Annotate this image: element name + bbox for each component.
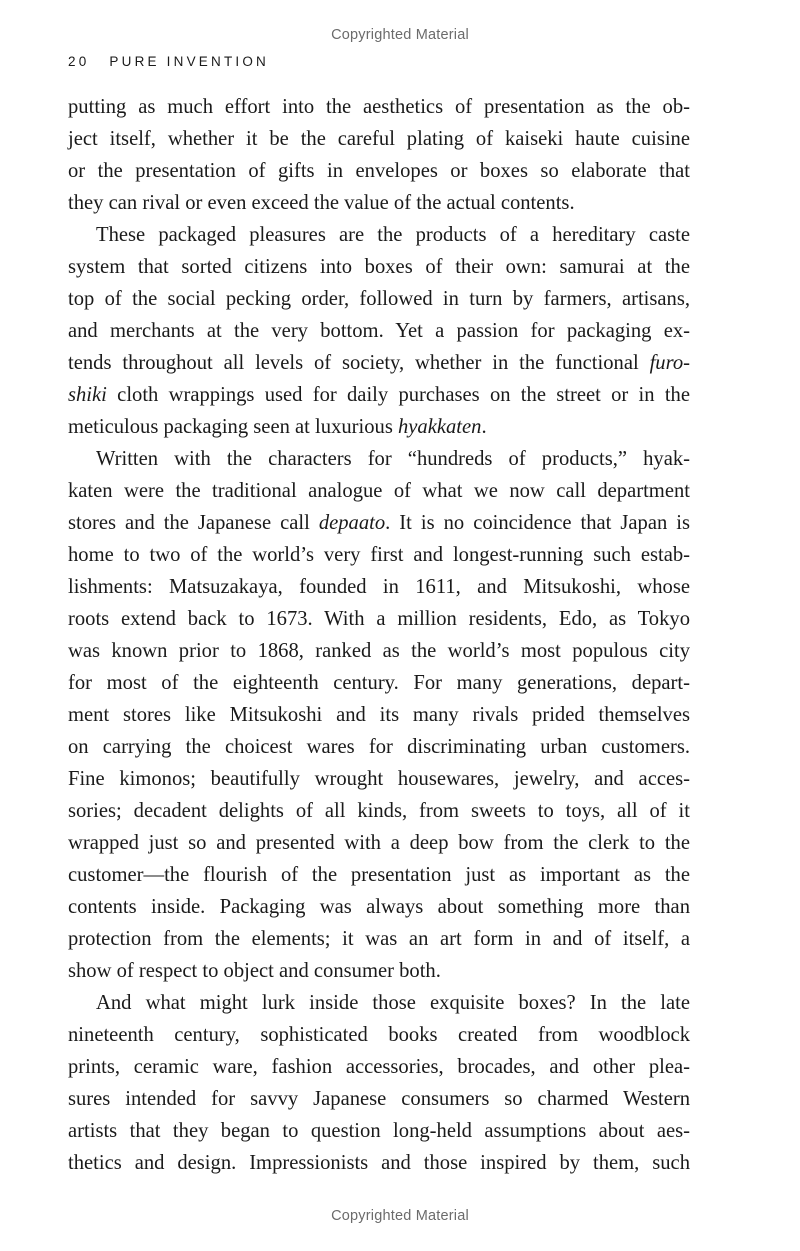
text-line: for most of the eighteenth century. For many generations, depart- — [68, 672, 690, 694]
text-line: ment stores like Mitsukoshi and its many rivals prided themselves — [68, 704, 690, 726]
text-line: sures intended for savvy Japanese consumers so charmed Western — [68, 1088, 690, 1110]
text-line: they can rival or even exceed the value of the actual contents. — [68, 192, 575, 214]
text-line — [68, 507, 690, 539]
copyright-notice-bottom: Copyrighted Material — [331, 1208, 469, 1224]
running-head — [68, 54, 269, 69]
text-run: cloth wrappings used for daily purchases on the street or in the — [106, 384, 690, 406]
paragraph — [68, 987, 690, 1179]
paragraph — [68, 91, 690, 219]
text-line: protection from the elements; it was an art form in and of itself, a — [68, 928, 690, 950]
text-line: system that sorted citizens into boxes of their own: samurai at the — [68, 256, 690, 278]
text-line: was known prior to 1868, ranked as the world’s most populous city — [68, 640, 690, 662]
text-line: contents inside. Packaging was always about something more than — [68, 896, 690, 918]
italic-term: hyakkaten — [398, 416, 482, 438]
text-line: roots extend back to 1673. With a million residents, Edo, as Tokyo — [68, 608, 690, 630]
copyright-notice-top: Copyrighted Material — [331, 27, 469, 43]
text-line: katen were the traditional analogue of what we now call department — [68, 480, 690, 502]
text-line: on carrying the choicest wares for discriminating urban customers. — [68, 736, 690, 758]
running-title: PURE INVENTION — [109, 54, 269, 69]
text-line: These packaged pleasures are the products of a hereditary caste — [96, 224, 690, 246]
text-line — [68, 379, 690, 411]
text-line: Written with the characters for “hundreds of products,” hyak- — [96, 448, 690, 470]
text-run: . — [481, 416, 487, 438]
text-line: top of the social pecking order, followed in turn by farmers, artisans, — [68, 288, 690, 310]
text-line: thetics and design. Impressionists and those inspired by them, such — [68, 1152, 690, 1174]
text-line — [68, 347, 690, 379]
text-line: nineteenth century, sophisticated books created from woodblock — [68, 1024, 690, 1046]
text-line: wrapped just so and presented with a deep bow from the clerk to the — [68, 832, 690, 854]
text-line: or the presentation of gifts in envelopes or boxes so elaborate that — [68, 160, 690, 182]
text-line: artists that they began to question long-held assumptions about aes- — [68, 1120, 690, 1142]
page-number: 20 — [68, 54, 90, 69]
paragraph — [68, 219, 690, 443]
text-line: lishments: Matsuzakaya, founded in 1611, and Mitsukoshi, whose — [68, 576, 690, 598]
italic-term: furo- — [649, 352, 690, 374]
italic-term: shiki — [68, 384, 107, 406]
text-line: Fine kimonos; beautifully wrought housewares, jewelry, and acces- — [68, 768, 690, 790]
text-run: meticulous packaging seen at luxurious — [68, 416, 398, 438]
text-line: home to two of the world’s very first and longest-running such estab- — [68, 544, 690, 566]
text-line: and merchants at the very bottom. Yet a passion for packaging ex- — [68, 320, 690, 342]
text-line: And what might lurk inside those exquisite boxes? In the late — [96, 992, 690, 1014]
text-line: show of respect to object and consumer both. — [68, 960, 441, 982]
text-line: ject itself, whether it be the careful plating of kaiseki haute cuisine — [68, 128, 690, 150]
text-run: stores and the Japanese call — [68, 512, 319, 534]
text-line: customer—the flourish of the presentation just as important as the — [68, 864, 690, 886]
text-line: sories; decadent delights of all kinds, from sweets to toys, all of it — [68, 800, 690, 822]
italic-term: depaato — [318, 512, 386, 534]
text-line: putting as much effort into the aesthetics of presentation as the ob- — [68, 96, 690, 118]
body-text — [68, 91, 690, 1179]
paragraph — [68, 443, 690, 987]
text-line: prints, ceramic ware, fashion accessories, brocades, and other plea- — [68, 1056, 690, 1078]
text-run: tends throughout all levels of society, whether in the functional — [68, 352, 650, 374]
text-line — [68, 411, 690, 443]
text-run: . It is no coincidence that Japan is — [385, 512, 691, 534]
